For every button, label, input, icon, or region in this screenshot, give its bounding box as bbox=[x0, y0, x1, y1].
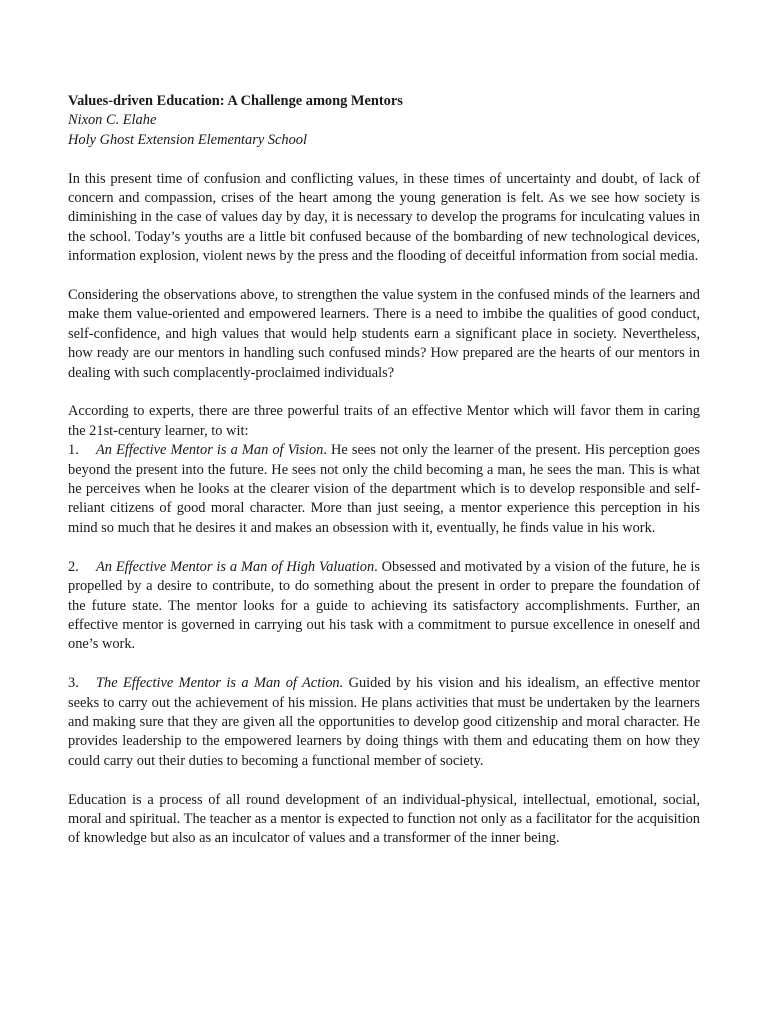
trait-heading: An Effective Mentor is a Man of Vision bbox=[96, 442, 324, 459]
spacer bbox=[68, 538, 700, 557]
spacer bbox=[68, 150, 700, 169]
paragraph-closing: Education is a process of all round development of an individual-physical, intellectual, emotional, social, moral and spiritual. The teacher as a mentor is expected to function not only as a facilitator for the acquisition of knowledge but also as an inculcator of values and a transformer of the inner being. bbox=[68, 791, 700, 847]
paragraph-intro: In this present time of confusion and conflicting values, in these times of uncertainty and doubt, of lack of concern and compassion, crises of the heart among the young generation is felt. As we see how society is diminishing in the case of values day by day, it is necessary to develop the programs for inculcating values in the school. Today’s youths are a little bit confused because of the bombarding of new technological devices, information explosion, violent news by the press and the flooding of deceitful information from social media. bbox=[68, 170, 700, 265]
trait-number: 1. bbox=[68, 442, 79, 459]
trait-text: . He sees not only the learner of the present. His perception goes beyond the present into the future. He sees not only the child becoming a man, he sees the man. This is what he perceives when he looks at the clearer vision of the department which is to develop responsible and self-reliant citizens of good moral character. More than just seeing, a mentor experience this perception in his mind so much that he desires it and makes an obsession with it, eventually, he finds value in his work. bbox=[68, 442, 700, 536]
trait-number: 2. bbox=[68, 558, 79, 575]
trait-text: . Obsessed and motivated by a vision of the future, he is propelled by a desire to contribute, to do something about the present in order to prepare the foundation of the future state. The mentor looks for a guide to achieving its satisfactory accomplishments. Further, an effective mentor is governed in carrying out his task with a commitment to pursue excellence in oneself and one’s work. bbox=[68, 558, 700, 653]
author-name: Nixon C. Elahe bbox=[68, 112, 157, 129]
paragraph-observations: Considering the observations above, to strengthen the value system in the confused minds of the learners and make them value-oriented and empowered learners. There is a need to imbibe the qualities of good conduct, self-confidence, and high values that would help students earn a significant place in society. Nevertheless, how ready are our mentors in handling such confused minds? How prepared are the hearts of our mentors in dealing with such complacently-proclaimed individuals? bbox=[68, 287, 700, 381]
spacer bbox=[68, 771, 700, 790]
trait-item-action bbox=[68, 674, 700, 771]
spacer bbox=[68, 655, 700, 674]
spacer bbox=[68, 383, 700, 402]
trait-text: Guided by his vision and his idealism, an effective mentor seeks to carry out the achievement of his mission. He plans activities that must be undertaken by the learners and making sure that they are given all the opportunities to develop good citizenship and moral character. He provides leadership to the empowered learners by doing things with them and educating them on how they could carry out their duties to becoming a functional member of society. bbox=[68, 675, 701, 769]
trait-heading: An Effective Mentor is a Man of High Valuation bbox=[96, 558, 375, 575]
document-page bbox=[68, 92, 700, 849]
trait-item-valuation bbox=[68, 558, 700, 655]
paragraph-experts: According to experts, there are three powerful traits of an effective Mentor which will favor them in caring the 21st-century learner, to wit: bbox=[68, 403, 700, 439]
trait-heading: The Effective Mentor is a Man of Action. bbox=[96, 675, 344, 692]
school-name: Holy Ghost Extension Elementary School bbox=[68, 131, 307, 148]
spacer bbox=[68, 267, 700, 286]
document-title: Values-driven Education: A Challenge among Mentors bbox=[68, 93, 403, 109]
trait-number: 3. bbox=[68, 675, 79, 692]
trait-item-vision bbox=[68, 441, 700, 538]
